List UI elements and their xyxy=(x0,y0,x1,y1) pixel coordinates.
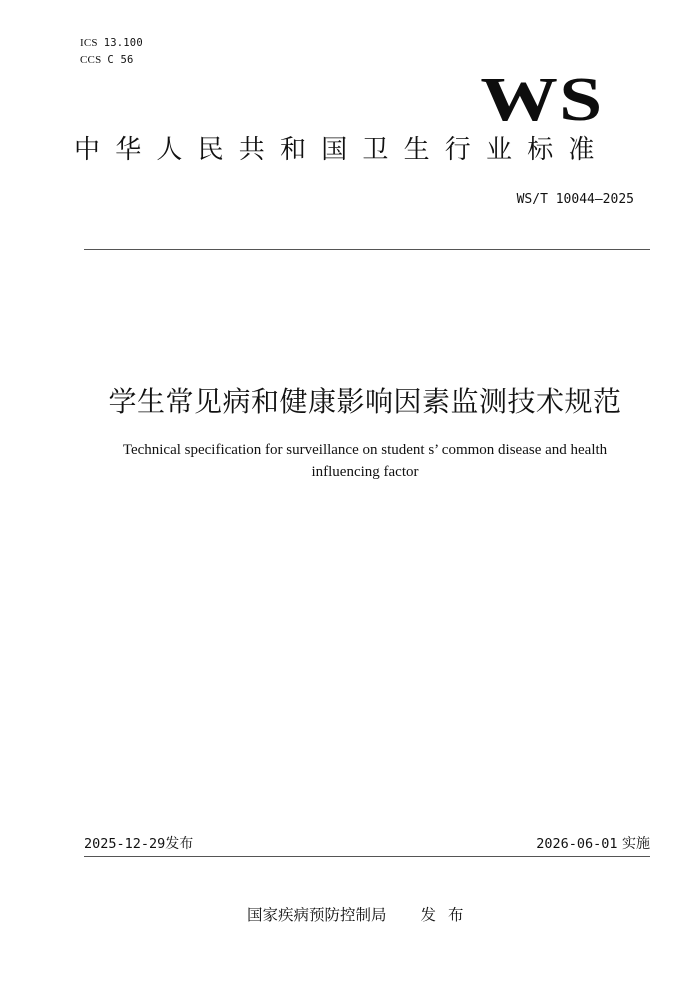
standard-number: WS/T 10044—2025 xyxy=(516,192,634,207)
ccs-label: CCS xyxy=(80,54,102,66)
header-divider xyxy=(84,249,650,250)
publisher-block xyxy=(247,904,476,926)
document-title-en xyxy=(80,439,650,483)
document-title-en-line2: influencing factor xyxy=(311,464,419,480)
effective-date: 2026-06-01 xyxy=(536,836,618,852)
ics-code xyxy=(80,36,143,50)
effective-date-block xyxy=(536,834,650,854)
document-title-zh: 学生常见病和健康影响因素监测技术规范 xyxy=(108,385,622,418)
ics-value: 13.100 xyxy=(103,37,143,49)
issue-date: 2025-12-29 xyxy=(84,836,166,852)
ccs-code xyxy=(80,53,134,67)
ccs-value: C 56 xyxy=(107,54,134,66)
ics-label: ICS xyxy=(80,37,98,49)
publisher-name: 国家疾病预防控制局 xyxy=(247,906,387,924)
publisher-action: 发布 xyxy=(420,906,476,924)
ws-logo: WS xyxy=(479,66,603,134)
document-title-en-line1: Technical specification for surveillance on student s’ common disease and health xyxy=(122,442,608,458)
issue-label: 发布 xyxy=(165,836,194,852)
effective-label: 实施 xyxy=(622,836,650,852)
issue-date-block xyxy=(84,834,193,854)
standard-type-title: 中华人民共和国卫生行业标准 xyxy=(74,135,610,165)
footer-divider xyxy=(84,856,650,857)
